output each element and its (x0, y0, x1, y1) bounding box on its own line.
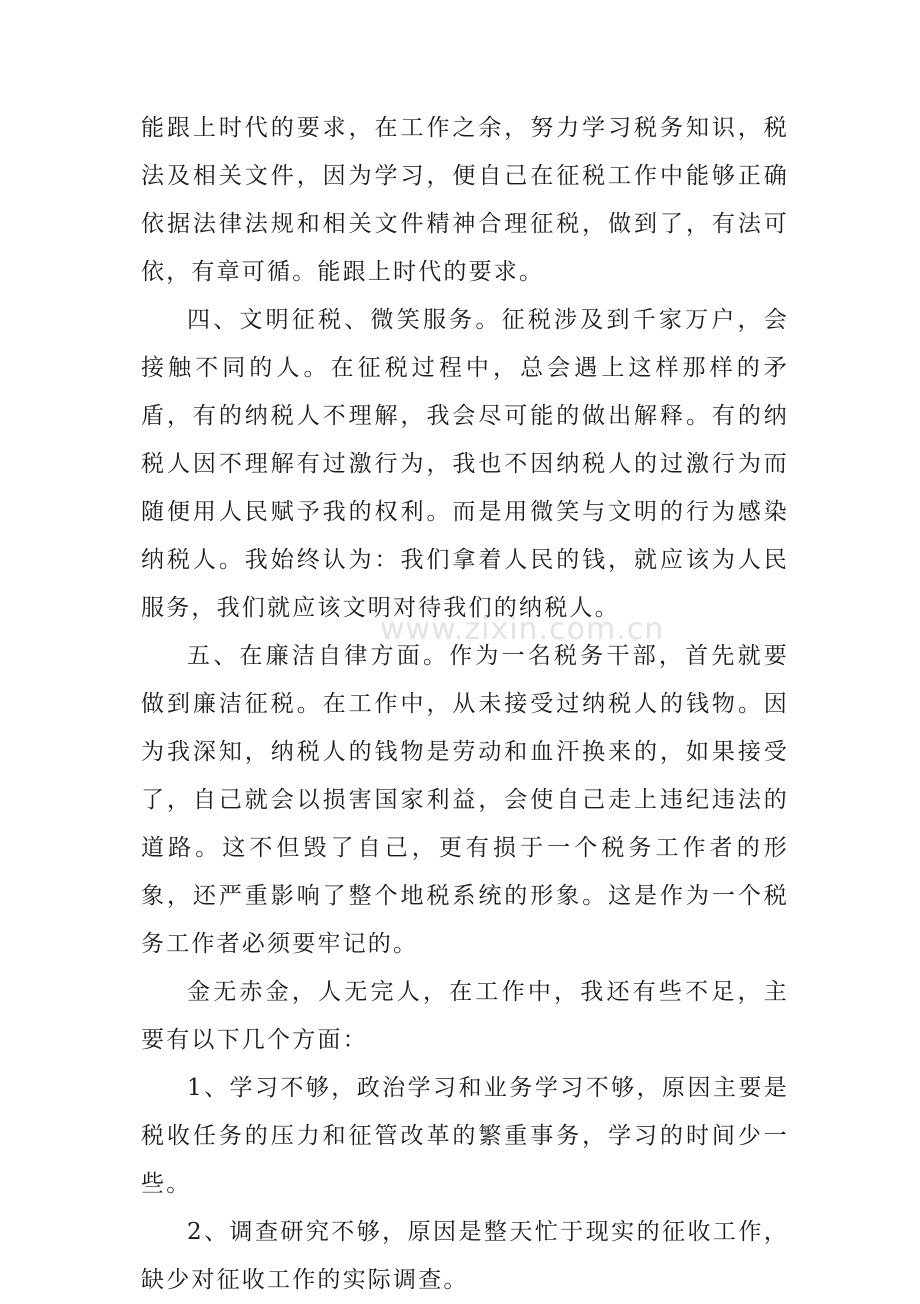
paragraph-1: 能跟上时代的要求，在工作之余，努力学习税务知识，税法及相关文件，因为学习，便自己在征税工作中能够正确依据法律法规和相关文件精神合理征税，做到了，有法可依，有章可循。能跟上时代的要求。 (141, 115, 789, 285)
paragraph-6: 2、调查研究不够，原因是整天忙于现实的征收工作，缺少对征收工作的实际调查。 (141, 1219, 789, 1293)
paragraph-4: 金无赤金，人无完人，在工作中，我还有些不足，主要有以下几个方面： (141, 979, 789, 1053)
watermark: www.zixin.com.cn (380, 612, 665, 647)
paragraph-2: 四、文明征税、微笑服务。征税涉及到千家万户，会接触不同的人。在征税过程中，总会遇上这样那样的矛盾，有的纳税人不理解，我会尽可能的做出解释。有的纳税人因不理解有过激行为，我也不因纳税人的过激行为而随便用人民赋予我的权利。而是用微笑与文明的行为感染纳税人。我始终认为：我们拿着人民的钱，就应该为人民服务，我们就应该文明对待我们的纳税人。 (141, 307, 789, 621)
paragraph-3: 五、在廉洁自律方面。作为一名税务干部，首先就要做到廉洁征税。在工作中，从未接受过纳税人的钱物。因为我深知，纳税人的钱物是劳动和血汗换来的，如果接受了，自己就会以损害国家利益，会使自己走上违纪违法的道路。这不但毁了自己，更有损于一个税务工作者的形象，还严重影响了整个地税系统的形象。这是作为一个税务工作者必须要牢记的。 (141, 643, 789, 957)
paragraph-5: 1、学习不够，政治学习和业务学习不够，原因主要是税收任务的压力和征管改革的繁重事务，学习的时间少一些。 (141, 1075, 789, 1197)
document-body (141, 104, 789, 1304)
